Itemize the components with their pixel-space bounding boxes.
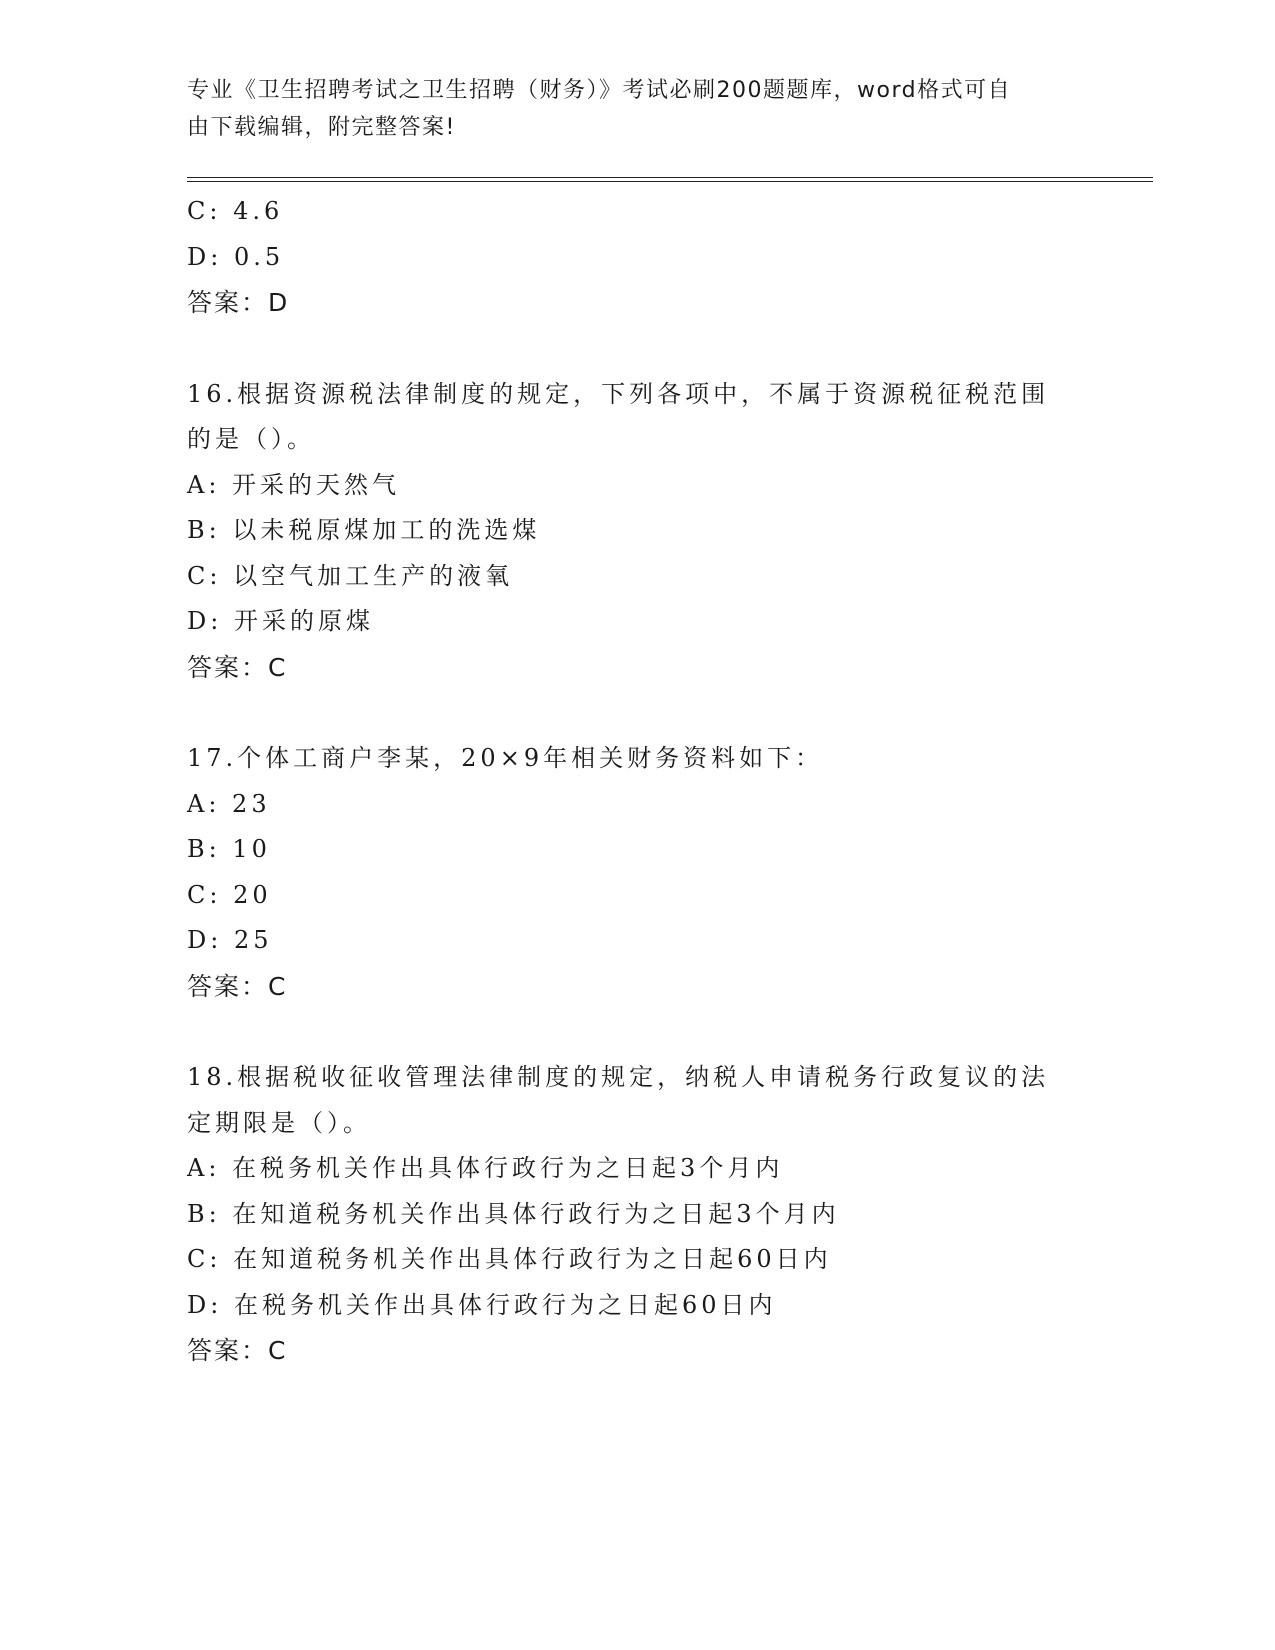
q18-option-c: C: 在知道税务机关作出具体行政行为之日起60日内	[187, 1245, 832, 1273]
q16-stem-line-2: 的是（）。	[187, 425, 315, 453]
q15-option-c: C: 4.6	[187, 197, 284, 225]
question-17	[187, 736, 1087, 1009]
header-divider-bottom	[187, 181, 1153, 182]
q18-option-a: A: 在税务机关作出具体行政行为之日起3个月内	[187, 1154, 784, 1182]
q17-option-c: C: 20	[187, 880, 272, 909]
q17-stem-line-1: 17.个体工商户李某，20×9年相关财务资料如下：	[187, 744, 824, 772]
q17-option-d: D: 25	[187, 926, 273, 954]
q17-answer: 答案：C	[187, 971, 288, 1001]
question-18	[187, 1055, 1087, 1374]
question-list	[187, 189, 1087, 1374]
q18-stem-line-2: 定期限是（）。	[187, 1108, 371, 1137]
document-header	[187, 72, 1067, 146]
q17-option-b: B: 10	[187, 835, 271, 863]
q18-answer: 答案：C	[187, 1336, 288, 1365]
q16-stem-line-1: 16.根据资源税法律制度的规定，下列各项中，不属于资源税征税范围	[187, 379, 1050, 408]
q16-option-d: D: 开采的原煤	[187, 607, 374, 635]
header-line-1: 专业《卫生招聘考试之卫生招聘（财务）》考试必刷200题题库，word格式可自	[187, 78, 1012, 103]
q16-option-c: C: 以空气加工生产的液氧	[187, 561, 514, 590]
q18-option-d: D: 在税务机关作出具体行政行为之日起60日内	[187, 1290, 777, 1319]
q15-answer: 答案：D	[187, 288, 290, 317]
q16-option-a: A: 开采的天然气	[187, 470, 401, 499]
question-16	[187, 372, 1087, 691]
q16-option-b: B: 以未税原煤加工的洗选煤	[187, 516, 541, 544]
question-15	[187, 189, 1087, 326]
question-gap	[187, 1009, 1087, 1055]
question-gap	[187, 690, 1087, 736]
q16-answer: 答案：C	[187, 652, 288, 682]
q18-stem-line-1: 18.根据税收征收管理法律制度的规定，纳税人申请税务行政复议的法	[187, 1063, 1050, 1091]
question-gap	[187, 326, 1087, 372]
q17-option-a: A: 23	[187, 789, 271, 818]
q18-option-b: B: 在知道税务机关作出具体行政行为之日起3个月内	[187, 1199, 840, 1228]
q15-option-d: D: 0.5	[187, 242, 285, 271]
header-line-2: 由下载编辑，附完整答案!	[187, 115, 456, 140]
header-divider-top	[187, 177, 1153, 178]
